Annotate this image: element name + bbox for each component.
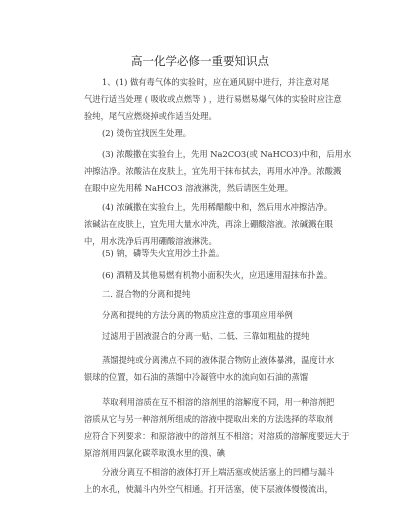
text-line: (6) 酒精及其他易燃有机物小面积失火，应迅速用湿抹布扑盖。 <box>102 270 333 280</box>
text-line: 中，用水洗净后再用硼酸溶液淋洗。 <box>84 236 217 246</box>
text-line: 分液分离互不相溶的液体打开上端活塞或使活塞上的凹槽与漏斗 <box>102 467 335 477</box>
text-line: 冲擦洁净。浓酸沾在皮肤上，宜先用干抹布拭去，再用水冲净。浓酸溅 <box>84 166 342 176</box>
paragraph-alkali-spill <box>84 199 344 250</box>
text-line: 萃取利用溶质在互不相溶的溶剂里的溶解度不同，用一种溶剂把 <box>102 397 335 407</box>
text-line: 上的水孔，使漏斗内外空气相通。打开活塞，使下层液体慢慢流出， <box>84 484 333 494</box>
text-line: (4) 浓碱撒在实验台上，先用稀醋酸中和，然后用水冲擦洁净。 <box>102 202 333 212</box>
paragraph-extraction <box>84 394 350 462</box>
text-line: 气进行适当处理 ( 吸收或点燃等 ) ，进行易燃易爆气体的实验时应注意 <box>84 94 342 104</box>
text-line: 应符合下列要求：和原溶液中的溶剂互不相溶；对溶质的溶解度要远大于 <box>84 431 350 441</box>
paragraph-burns <box>84 125 344 142</box>
paragraph-acid-spill <box>84 146 352 197</box>
text-line: 验纯，尾气应燃烧掉或作适当处理。 <box>84 111 217 121</box>
text-line: 分离和提纯的方法分离的物质应注意的事项应用举例 <box>102 310 293 320</box>
paragraph-filtration <box>84 328 344 345</box>
paragraph-methods-header <box>84 307 344 324</box>
text-line: 二. 混合物的分离和提纯 <box>102 289 191 299</box>
text-line: 过滤用于固液混合的分离一贴、二低、三靠如粗盐的提纯 <box>102 331 310 341</box>
paragraph-safety-toxic-gas <box>84 74 344 125</box>
document-title: 高一化学必修一重要知识点 <box>131 54 269 68</box>
text-line: 浓碱沾在皮肤上，宜先用大量水冲洗，再涂上硼酸溶液。浓碱溅在眼 <box>84 219 333 229</box>
text-line: 1、(1) 做有毒气体的实验时，应在通风厨中进行，并注意对尾 <box>102 77 330 87</box>
text-line: 在眼中应先用稀 NaHCO3 溶液淋洗，然后请医生处理。 <box>84 183 294 193</box>
text-line: (2) 烫伤宜找医生处理。 <box>102 128 192 138</box>
paragraph-alcohol-fire <box>84 267 344 284</box>
text-line: 银球的位置，如石油的蒸馏中冷凝管中水的流向如石油的蒸馏 <box>84 372 309 382</box>
paragraph-sodium-fire <box>84 245 344 262</box>
paragraph-distillation <box>84 352 344 386</box>
section-heading-separation <box>84 286 344 303</box>
text-line: 原溶剂用四氯化碳萃取溴水里的溴、碘 <box>84 448 226 458</box>
text-line: 蒸馏提纯或分离沸点不同的液体混合物防止液体暴沸，温度计水 <box>102 355 335 365</box>
text-line: 溶质从它与另一种溶剂所组成的溶液中提取出来的方法选择的萃取剂 <box>84 414 333 424</box>
text-line: (5) 钠，磷等失火宜用沙土扑盖。 <box>102 248 225 258</box>
paragraph-separatory-funnel <box>84 464 344 498</box>
text-line: (3) 浓酸撒在实验台上，先用 Na2CO3(或 NaHCO3)中和，后用水 <box>102 149 352 159</box>
